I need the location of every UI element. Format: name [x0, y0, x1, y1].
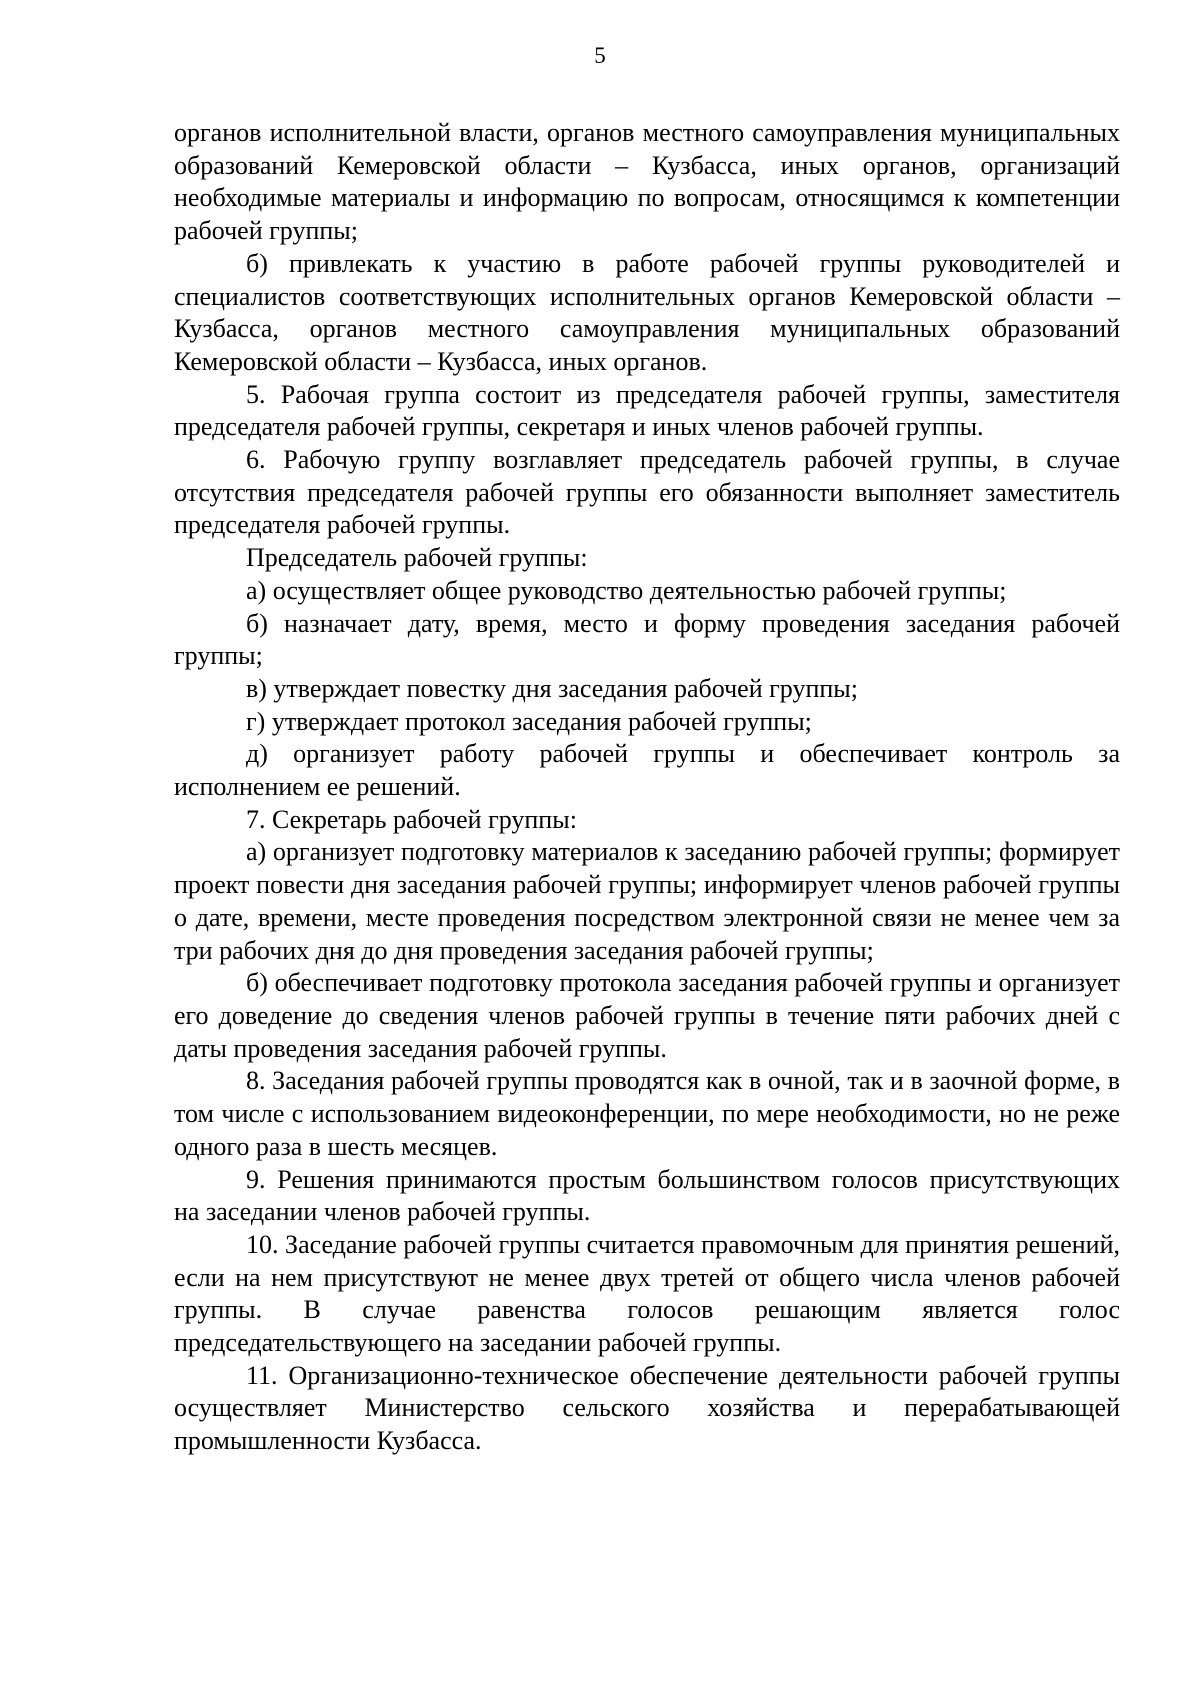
paragraph-chairman-v: в) утверждает повестку дня заседания рабочей группы;: [246, 673, 858, 703]
paragraph-chairman-heading: Председатель рабочей группы:: [246, 543, 588, 573]
paragraph-9-decisions: 9. Решения принимаются простым большинством голосов присутствующих на заседании членов рабочей группы.: [174, 1164, 1120, 1227]
paragraph-chairman-b: б) назначает дату, время, место и форму проведения заседания рабочей группы;: [174, 608, 1120, 671]
paragraph-7-secretary-heading: 7. Секретарь рабочей группы:: [246, 804, 577, 834]
paragraph-chairman-a: а) осуществляет общее руководство деятельностью рабочей группы;: [246, 575, 1007, 605]
paragraph-8-meetings: 8. Заседания рабочей группы проводятся как в очной, так и в заочной форме, в том числе с использованием видеоконференции, по мере необходимости, но не реже одного раза в шесть месяцев.: [174, 1066, 1120, 1161]
paragraph-secretary-b: б) обеспечивает подготовку протокола заседания рабочей группы и организует его доведение до сведения членов рабочей группы в течение пяти рабочих дней с даты проведения заседания рабочей группы.: [174, 968, 1120, 1063]
paragraph-secretary-a: а) организует подготовку материалов к заседанию рабочей группы; формирует проект повести дня заседания рабочей группы; информирует членов рабочей группы о дате, времени, месте проведения посредством электронной связи не менее чем за три рабочих дня до дня проведения заседания рабочей группы;: [174, 837, 1120, 965]
paragraph-chairman-g: г) утверждает протокол заседания рабочей группы;: [246, 706, 812, 736]
document-body: [174, 117, 1120, 1458]
paragraph-10-quorum: 10. Заседание рабочей группы считается правомочным для принятия решений, если на нем присутствуют не менее двух третей от общего числа членов рабочей группы. В случае равенства голосов решающим является голос председательствующего на заседании рабочей группы.: [174, 1229, 1120, 1358]
paragraph-6-leadership: 6. Рабочую группу возглавляет председатель рабочей группы, в случае отсутствия председателя рабочей группы его обязанности выполняет заместитель председателя рабочей группы.: [174, 445, 1120, 540]
page-number: 5: [594, 43, 606, 68]
paragraph-continuation: органов исполнительной власти, органов местного самоуправления муниципальных образований Кемеровской области – Кузбасса, иных органов, организаций необходимые материалы и информацию по вопросам, относящимся к компетенции рабочей группы;: [174, 118, 1120, 246]
paragraph-5-composition: 5. Рабочая группа состоит из председателя рабочей группы, заместителя председателя рабочей группы, секретаря и иных членов рабочей группы.: [174, 379, 1120, 442]
paragraph-chairman-d: д) организует работу рабочей группы и обеспечивает контроль за исполнением ее решений.: [174, 739, 1120, 802]
paragraph-11-support: 11. Организационно-техническое обеспечение деятельности рабочей группы осуществляет Министерство сельского хозяйства и перерабатывающей промышленности Кузбасса.: [174, 1360, 1120, 1456]
paragraph-item-b-attract: б) привлекать к участию в работе рабочей группы руководителей и специалистов соответствующих исполнительных органов Кемеровской области – Кузбасса, органов местного самоуправления муниципальных образований Кемеровской области – Кузбасса, иных органов.: [174, 248, 1120, 376]
